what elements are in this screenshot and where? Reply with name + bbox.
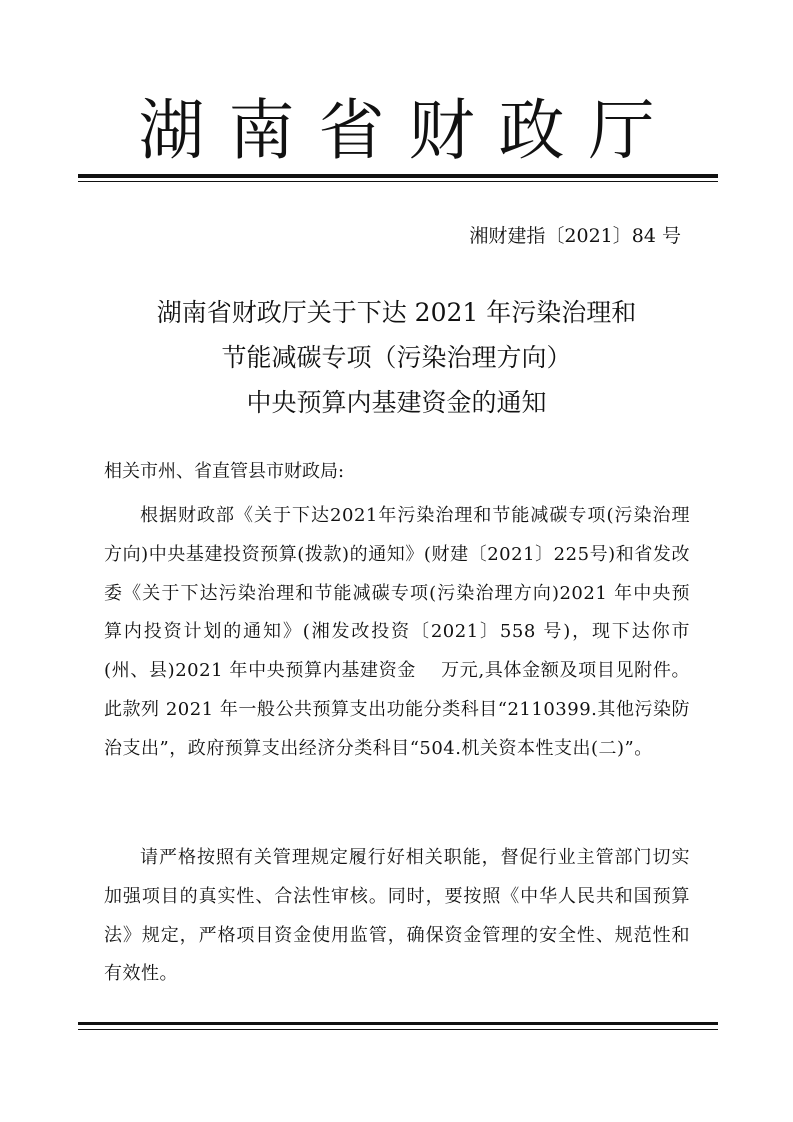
body-paragraph: 根据财政部《关于下达2021年污染治理和节能减碳专项(污染治理方向)中央基建投资预算(拨款)的通知》(财建〔2021〕225号)和省发改委《关于下达污染治理和节能减碳专项(污染治理方向)2021 年中央预算内投资计划的通知》(湘发改投资〔2021〕558 号)，现下达你市(州、县)2021 年中央预算内基建资金 万元,具体金额及项目见附件。此款列 2021 年一般公共预算支出功能分类科目“2110399.其他污染防治支出”，政府预算支出经济分类科目“504.机关资本性支出(二)”。: [104, 505, 690, 759]
issuer-header: 湖南省财政厅: [138, 92, 679, 169]
header-divider-thick: [78, 174, 718, 178]
title-line: 中央预算内基建资金的通知: [246, 388, 547, 417]
document-title: [0, 290, 793, 425]
salutation: 相关市州、省直管县市财政局:: [104, 461, 345, 482]
body-paragraph: 请严格按照有关管理规定履行好相关职能，督促行业主管部门切实加强项目的真实性、合法性审核。同时，要按照《中华人民共和国预算法》规定，严格项目资金使用监管，确保资金管理的安全性、规范性和有效性。: [104, 847, 690, 985]
title-line: 湖南省财政厅关于下达 2021 年污染治理和: [156, 298, 637, 327]
footer-divider-thin: [78, 1029, 718, 1030]
header-divider-thin: [78, 181, 718, 182]
document-number: 湘财建指〔2021〕84 号: [469, 225, 681, 247]
footer-divider-thick: [78, 1022, 718, 1025]
title-line: 节能减碳专项（污染治理方向）: [221, 343, 572, 372]
